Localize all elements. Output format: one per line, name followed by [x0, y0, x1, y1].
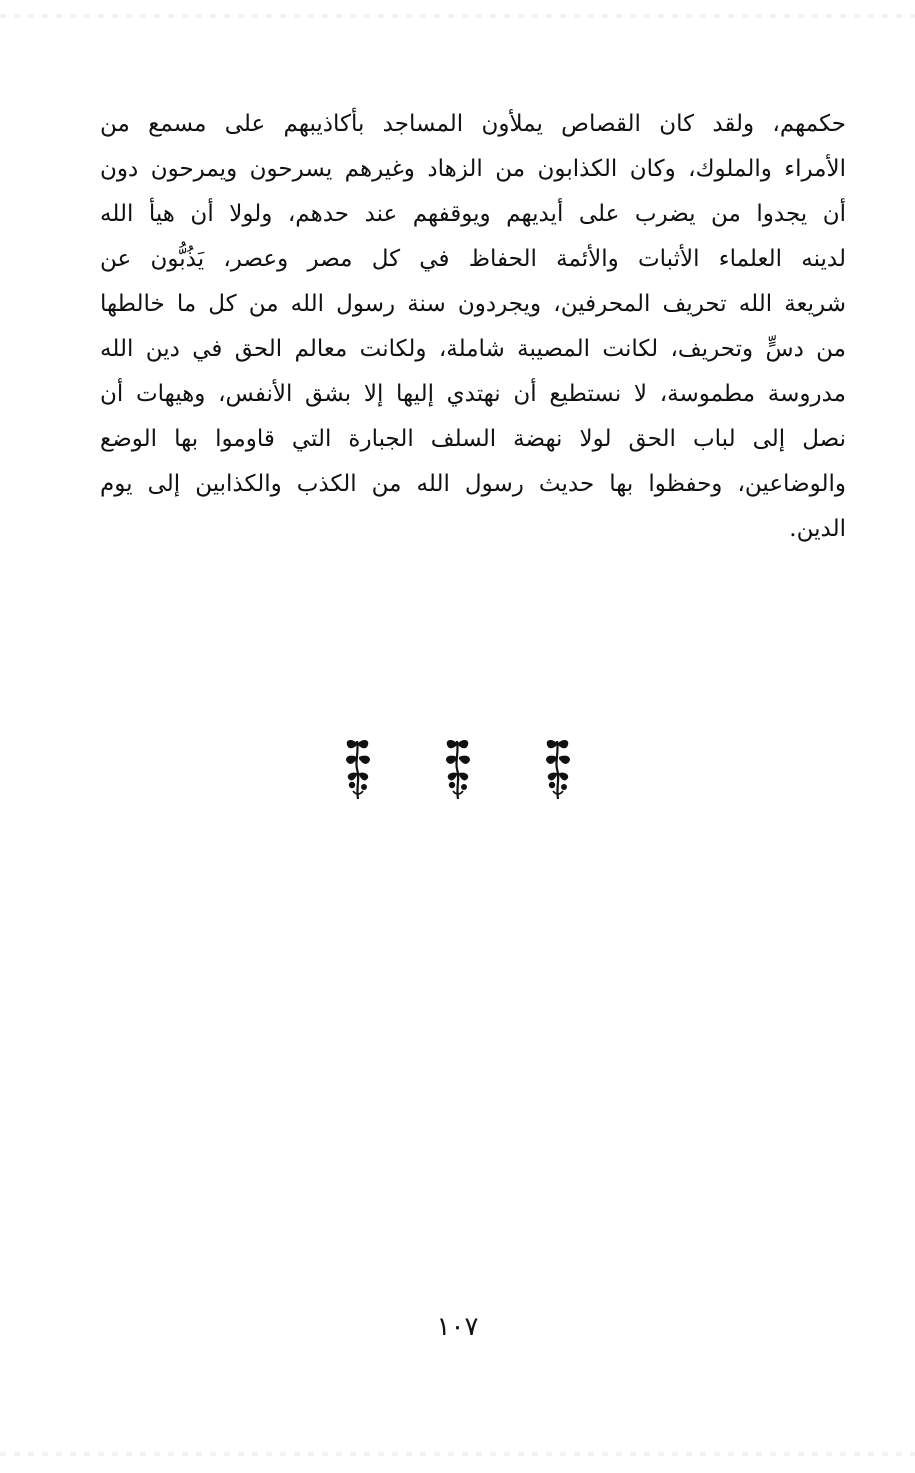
text-line: شريعة الله تحريف المحرفين، ويجردون سنة رسول الله من كل ما خالطها	[100, 291, 846, 317]
text-line: أن يجدوا من يضرب على أيديهم ويوقفهم عند حدهم، ولولا أن هيأ الله	[100, 201, 846, 227]
text-line: الأمراء والملوك، وكان الكذابون من الزهاد وغيرهم يسرحون ويمرحون دون	[100, 156, 846, 182]
floral-ornament-icon	[340, 735, 376, 801]
text-line: والوضاعين، وحفظوا بها حديث رسول الله من الكذب والكذابين إلى يوم	[100, 471, 846, 497]
text-line: لدينه العلماء الأثبات والأئمة الحفاظ في كل مصر وعصر، يَذُبُّون عن	[100, 246, 846, 272]
scan-edge-top	[0, 14, 915, 18]
body-paragraph	[100, 102, 846, 552]
floral-ornament-icon	[440, 735, 476, 801]
scan-edge-bottom	[0, 1452, 915, 1456]
page-number: ١٠٧	[436, 1312, 479, 1342]
text-line: حكمهم، ولقد كان القصاص يملأون المساجد بأكاذيبهم على مسمع من	[100, 111, 846, 137]
section-divider	[0, 735, 915, 801]
text-line-last: الدين.	[789, 516, 846, 542]
floral-ornament-icon	[540, 735, 576, 801]
text-line: نصل إلى لباب الحق لولا نهضة السلف الجبارة التي قاوموا بها الوضع	[100, 426, 846, 452]
text-line: مدروسة مطموسة، لا نستطيع أن نهتدي إليها إلا بشق الأنفس، وهيهات أن	[100, 381, 846, 407]
text-line: من دسٍّ وتحريف، لكانت المصيبة شاملة، ولكانت معالم الحق في دين الله	[100, 336, 846, 362]
